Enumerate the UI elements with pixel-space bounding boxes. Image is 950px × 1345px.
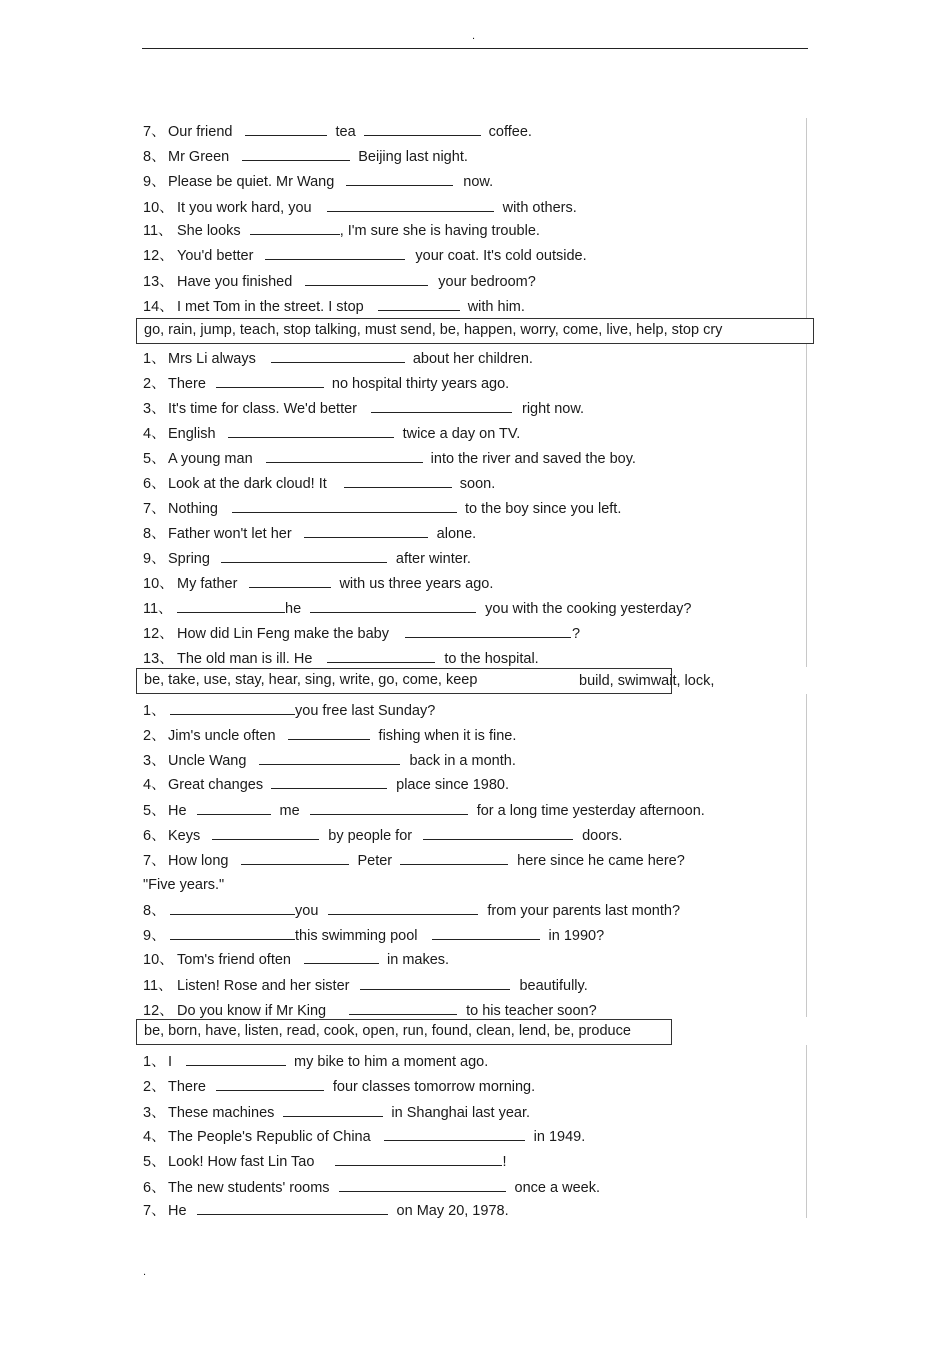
question-line: 1、 you free last Sunday? — [143, 703, 436, 719]
answer-blank[interactable] — [304, 524, 428, 538]
word-bank-overflow: build, swimwait, lock, — [579, 673, 715, 689]
answer-blank[interactable] — [265, 246, 405, 260]
answer-blank[interactable] — [304, 950, 379, 964]
answer-blank[interactable] — [371, 399, 512, 413]
answer-blank[interactable] — [242, 147, 350, 161]
question-line: 13、 The old man is ill. He to the hospital. — [143, 651, 539, 667]
answer-blank[interactable] — [405, 624, 571, 638]
question-line: 2、 There no hospital thirty years ago. — [143, 376, 510, 392]
question-line: 3、 It's time for class. We'd better right now. — [143, 401, 585, 417]
question-line: 6、 Look at the dark cloud! It soon. — [143, 476, 496, 492]
answer-blank[interactable] — [349, 1001, 457, 1015]
question-line: 10、 Tom's friend often in makes. — [143, 952, 450, 968]
answer-blank[interactable] — [250, 221, 340, 235]
question-line: 8、 Mr Green Beijing last night. — [143, 149, 468, 165]
answer-blank[interactable] — [400, 851, 508, 865]
header-rule — [142, 48, 808, 49]
answer-blank[interactable] — [346, 172, 453, 186]
answer-blank[interactable] — [335, 1152, 502, 1166]
question-line: 13、 Have you finished your bedroom? — [143, 274, 536, 290]
question-line: 11、 She looks , I'm sure she is having trouble. — [143, 223, 540, 239]
answer-blank[interactable] — [423, 826, 573, 840]
question-line: 5、 He me for a long time yesterday afternoon. — [143, 803, 705, 819]
answer-blank[interactable] — [216, 374, 324, 388]
answer-blank[interactable] — [170, 701, 295, 715]
question-line: 14、 I met Tom in the street. I stop with him. — [143, 299, 525, 315]
question-line: 10、 It you work hard, you with others. — [143, 200, 577, 216]
question-line: 9、 this swimming pool in 1990? — [143, 928, 605, 944]
footer-mark: . — [143, 1266, 147, 1278]
answer-blank[interactable] — [283, 1103, 383, 1117]
answer-blank[interactable] — [197, 1201, 388, 1215]
question-line: 7、 Our friend tea coffee. — [143, 124, 532, 140]
question-line: 10、 My father with us three years ago. — [143, 576, 494, 592]
answer-blank[interactable] — [327, 198, 494, 212]
question-line: "Five years." — [143, 877, 225, 893]
question-line: 5、 Look! How fast Lin Tao ! — [143, 1154, 507, 1170]
answer-blank[interactable] — [216, 1077, 324, 1091]
question-line: 11、 Listen! Rose and her sister beautifully. — [143, 978, 588, 994]
question-line: 9、 Spring after winter. — [143, 551, 471, 567]
answer-blank[interactable] — [221, 549, 387, 563]
answer-blank[interactable] — [228, 424, 394, 438]
question-line: 12、 How did Lin Feng make the baby ? — [143, 626, 581, 642]
question-line: 5、 A young man into the river and saved the boy. — [143, 451, 636, 467]
question-line: 3、 Uncle Wang back in a month. — [143, 753, 516, 769]
answer-blank[interactable] — [197, 801, 271, 815]
answer-blank[interactable] — [170, 901, 295, 915]
question-line: 1、 Mrs Li always about her children. — [143, 351, 533, 367]
answer-blank[interactable] — [232, 499, 457, 513]
question-line: 3、 These machines in Shanghai last year. — [143, 1105, 531, 1121]
question-line: 8、 you from your parents last month? — [143, 903, 681, 919]
question-line: 1、 I my bike to him a moment ago. — [143, 1054, 489, 1070]
frame-edge — [806, 1045, 807, 1218]
word-bank-box: go, rain, jump, teach, stop talking, must send, be, happen, worry, come, live, help, stop cry — [136, 318, 814, 344]
question-line: 7、 How long Peter here since he came here? — [143, 853, 685, 869]
answer-blank[interactable] — [288, 726, 370, 740]
question-line: 4、 English twice a day on TV. — [143, 426, 521, 442]
frame-edge — [806, 344, 807, 667]
answer-blank[interactable] — [266, 449, 423, 463]
question-line: 7、 Nothing to the boy since you left. — [143, 501, 622, 517]
question-line: 11、 he you with the cooking yesterday? — [143, 601, 692, 617]
answer-blank[interactable] — [327, 649, 435, 663]
answer-blank[interactable] — [360, 976, 510, 990]
answer-blank[interactable] — [259, 751, 400, 765]
answer-blank[interactable] — [177, 599, 285, 613]
question-line: 7、 He on May 20, 1978. — [143, 1203, 509, 1219]
question-line: 12、 You'd better your coat. It's cold outside. — [143, 248, 587, 264]
answer-blank[interactable] — [384, 1127, 525, 1141]
answer-blank[interactable] — [432, 926, 540, 940]
answer-blank[interactable] — [245, 122, 327, 136]
frame-edge — [806, 694, 807, 1017]
answer-blank[interactable] — [212, 826, 319, 840]
question-line: 6、 Keys by people for doors. — [143, 828, 623, 844]
question-line: 2、 There four classes tomorrow morning. — [143, 1079, 536, 1095]
answer-blank[interactable] — [310, 599, 476, 613]
word-bank-box: be, born, have, listen, read, cook, open, run, found, clean, lend, be, produce — [136, 1019, 672, 1045]
answer-blank[interactable] — [344, 474, 452, 488]
answer-blank[interactable] — [305, 272, 428, 286]
answer-blank[interactable] — [186, 1052, 286, 1066]
question-line: 2、 Jim's uncle often fishing when it is fine. — [143, 728, 517, 744]
answer-blank[interactable] — [271, 349, 405, 363]
word-bank-box: be, take, use, stay, hear, sing, write, go, come, keep — [136, 668, 672, 694]
question-line: 4、 Great changes place since 1980. — [143, 777, 509, 793]
header-mark: . — [472, 30, 476, 42]
answer-blank[interactable] — [378, 297, 460, 311]
question-line: 6、 The new students' rooms once a week. — [143, 1180, 600, 1196]
answer-blank[interactable] — [249, 574, 331, 588]
question-line: 9、 Please be quiet. Mr Wang now. — [143, 174, 494, 190]
answer-blank[interactable] — [310, 801, 468, 815]
answer-blank[interactable] — [339, 1178, 506, 1192]
frame-edge — [806, 118, 807, 318]
answer-blank[interactable] — [170, 926, 295, 940]
question-line: 8、 Father won't let her alone. — [143, 526, 477, 542]
answer-blank[interactable] — [364, 122, 481, 136]
answer-blank[interactable] — [328, 901, 478, 915]
answer-blank[interactable] — [241, 851, 349, 865]
answer-blank[interactable] — [271, 775, 387, 789]
question-line: 12、 Do you know if Mr King to his teacher soon? — [143, 1003, 597, 1019]
question-line: 4、 The People's Republic of China in 1949. — [143, 1129, 586, 1145]
